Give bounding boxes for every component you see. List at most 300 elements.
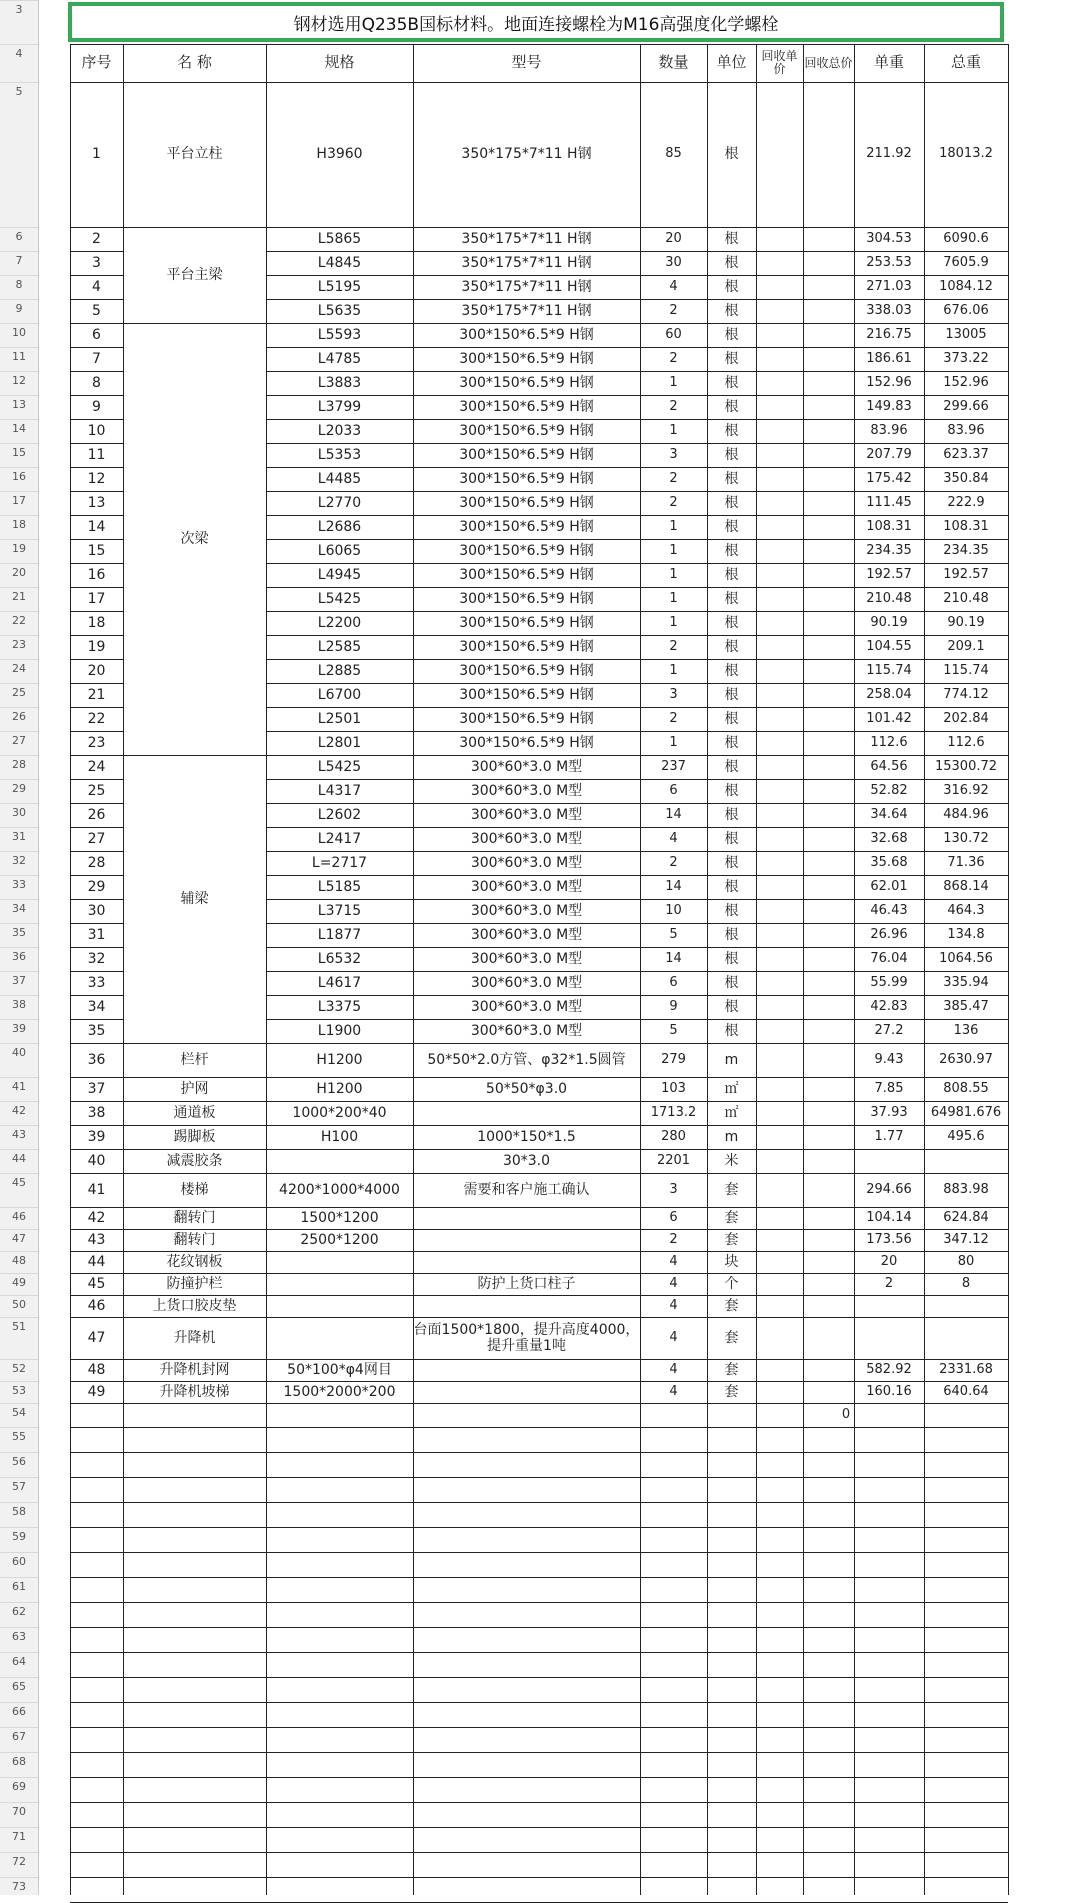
cell-no[interactable]: 2 — [92, 230, 101, 247]
cell-model[interactable]: 300*150*6.5*9 H钢 — [459, 566, 594, 583]
cell-model[interactable]: 350*175*7*11 H钢 — [461, 278, 592, 295]
row-number[interactable]: 54 — [0, 1403, 38, 1427]
cell-model[interactable]: 300*60*3.0 M型 — [470, 830, 583, 847]
cell-qty[interactable]: 2 — [669, 710, 678, 726]
cell-no[interactable]: 12 — [87, 470, 106, 487]
cell-unit-w[interactable]: 104.55 — [866, 638, 912, 654]
cell-unit-w[interactable]: 34.64 — [870, 806, 908, 822]
cell-total-w[interactable]: 115.74 — [943, 662, 989, 678]
cell-qty[interactable]: 2 — [669, 1231, 678, 1247]
row-number[interactable]: 22 — [0, 611, 38, 635]
row-number[interactable]: 57 — [0, 1477, 38, 1502]
cell-model[interactable]: 300*150*6.5*9 H钢 — [459, 398, 594, 415]
cell-unit-w[interactable]: 101.42 — [866, 710, 912, 726]
cell-model[interactable]: 300*150*6.5*9 H钢 — [459, 326, 594, 343]
cell-total-w[interactable]: 18013.2 — [939, 146, 993, 162]
cell-total-w[interactable]: 90.19 — [947, 614, 985, 630]
cell-total-w[interactable]: 108.31 — [943, 518, 989, 534]
cell-qty[interactable]: 2 — [669, 638, 678, 654]
cell-qty[interactable]: 4 — [669, 1383, 678, 1399]
cell-no[interactable]: 31 — [87, 926, 106, 943]
row-number[interactable]: 28 — [0, 755, 38, 779]
row-number[interactable]: 45 — [0, 1173, 38, 1207]
cell-model[interactable]: 300*150*6.5*9 H钢 — [459, 662, 594, 679]
cell-name[interactable]: 翻转门 — [173, 1231, 216, 1248]
row-number[interactable]: 35 — [0, 923, 38, 947]
cell-spec[interactable]: L2686 — [317, 518, 362, 535]
cell-spec[interactable]: L2770 — [317, 494, 362, 511]
cell-unit[interactable]: 根 — [724, 662, 739, 679]
cell-model[interactable]: 300*150*6.5*9 H钢 — [459, 494, 594, 511]
cell-name[interactable]: 栏杆 — [180, 1051, 209, 1068]
cell-unit-w[interactable]: 210.48 — [866, 590, 912, 606]
cell-no[interactable]: 22 — [87, 710, 106, 727]
cell-unit[interactable]: 根 — [724, 470, 739, 487]
cell-total-w[interactable]: 808.55 — [943, 1080, 989, 1096]
cell-unit[interactable]: 根 — [724, 878, 739, 895]
row-number[interactable]: 8 — [0, 275, 38, 299]
row-number[interactable]: 50 — [0, 1295, 38, 1317]
cell-unit[interactable]: 根 — [724, 926, 739, 943]
column-header[interactable]: 规格 — [324, 53, 355, 72]
cell-unit-w[interactable] — [854, 1317, 924, 1359]
cell-unit-w[interactable]: 112.6 — [870, 734, 908, 750]
cell-qty[interactable]: 4 — [669, 278, 678, 294]
cell-no[interactable]: 30 — [87, 902, 106, 919]
row-number[interactable]: 53 — [0, 1381, 38, 1403]
cell-model[interactable]: 防护上货口柱子 — [477, 1275, 576, 1292]
cell-spec[interactable]: L5195 — [317, 278, 362, 295]
cell-model[interactable]: 300*150*6.5*9 H钢 — [459, 374, 594, 391]
cell-spec[interactable]: L2033 — [317, 422, 362, 439]
cell-spec[interactable]: 50*100*φ4网目 — [287, 1361, 392, 1378]
row-number[interactable]: 41 — [0, 1077, 38, 1101]
cell-unit-w[interactable]: 211.92 — [866, 146, 912, 162]
cell-name[interactable]: 楼梯 — [180, 1181, 209, 1198]
row-number[interactable]: 68 — [0, 1752, 38, 1777]
cell-no[interactable]: 41 — [87, 1181, 106, 1198]
cell-qty[interactable]: 1 — [669, 374, 678, 390]
cell-unit[interactable]: 根 — [724, 710, 739, 727]
cell-no[interactable]: 8 — [92, 374, 101, 391]
row-number[interactable]: 49 — [0, 1273, 38, 1295]
cell-unit-w[interactable]: 37.93 — [870, 1104, 908, 1120]
cell-no[interactable]: 11 — [87, 446, 106, 463]
cell-model[interactable]: 台面1500*1800，提升高度4000，提升重量1吨 — [413, 1321, 640, 1354]
cell-unit[interactable]: 根 — [724, 1022, 739, 1039]
row-number[interactable]: 65 — [0, 1677, 38, 1702]
cell-unit-w[interactable]: 582.92 — [866, 1361, 912, 1377]
cell-qty[interactable]: 103 — [661, 1080, 686, 1096]
cell-spec[interactable]: L6532 — [317, 950, 362, 967]
cell-qty[interactable]: 5 — [669, 1022, 678, 1038]
cell-total-w[interactable]: 299.66 — [943, 398, 989, 414]
cell-spec[interactable]: L2200 — [317, 614, 362, 631]
row-number[interactable]: 21 — [0, 587, 38, 611]
cell-total-w[interactable]: 7605.9 — [943, 254, 989, 270]
cell-unit[interactable]: 个 — [724, 1275, 739, 1292]
cell-total-w[interactable]: 774.12 — [943, 686, 989, 702]
cell-total-w[interactable]: 316.92 — [943, 782, 989, 798]
cell-unit-w[interactable]: 271.03 — [866, 278, 912, 294]
cell-spec[interactable]: L2885 — [317, 662, 362, 679]
cell-total-w[interactable]: 222.9 — [947, 494, 985, 510]
cell-total-w[interactable]: 64981.676 — [930, 1104, 1002, 1120]
cell-model[interactable]: 300*150*6.5*9 H钢 — [459, 734, 594, 751]
cell-model[interactable] — [413, 1295, 640, 1317]
cell-unit-w[interactable]: 304.53 — [866, 230, 912, 246]
cell-model[interactable]: 300*60*3.0 M型 — [470, 854, 583, 871]
cell-unit[interactable]: 根 — [724, 902, 739, 919]
cell-qty[interactable]: 14 — [665, 950, 682, 966]
cell-unit-w[interactable]: 234.35 — [866, 542, 912, 558]
cell-spec[interactable]: H1200 — [316, 1051, 363, 1068]
cell-total-w[interactable] — [924, 1317, 1008, 1359]
cell-spec[interactable]: L6065 — [317, 542, 362, 559]
cell-qty[interactable]: 4 — [669, 1329, 678, 1345]
cell-model[interactable]: 300*150*6.5*9 H钢 — [459, 446, 594, 463]
cell-total-w[interactable]: 202.84 — [943, 710, 989, 726]
cell-unit[interactable]: 根 — [724, 542, 739, 559]
cell-name[interactable]: 减震胶条 — [166, 1152, 223, 1169]
cell-spec[interactable]: L2602 — [317, 806, 362, 823]
cell-spec[interactable] — [266, 1317, 413, 1359]
cell-qty[interactable]: 1 — [669, 614, 678, 630]
cell-spec[interactable]: L4317 — [317, 782, 362, 799]
cell-spec[interactable]: L1877 — [317, 926, 362, 943]
cell-no[interactable]: 10 — [87, 422, 106, 439]
row-number[interactable]: 23 — [0, 635, 38, 659]
cell-model[interactable]: 50*50*2.0方管、φ32*1.5圆管 — [427, 1051, 626, 1068]
cell-unit-w[interactable]: 55.99 — [870, 974, 908, 990]
cell-unit-w[interactable]: 62.01 — [870, 878, 908, 894]
cell-name[interactable]: 花纹钢板 — [166, 1253, 223, 1270]
cell-total-w[interactable]: 83.96 — [947, 422, 985, 438]
cell-unit-w[interactable]: 26.96 — [870, 926, 908, 942]
row-number[interactable]: 15 — [0, 443, 38, 467]
cell-unit[interactable]: 根 — [724, 326, 739, 343]
row-number[interactable]: 71 — [0, 1827, 38, 1852]
cell-total-w[interactable]: 71.36 — [947, 854, 985, 870]
cell-unit-w[interactable]: 35.68 — [870, 854, 908, 870]
cell-no[interactable]: 26 — [87, 806, 106, 823]
cell-total-w[interactable]: 495.6 — [947, 1128, 985, 1144]
cell-total-w[interactable]: 623.37 — [943, 446, 989, 462]
cell-name[interactable]: 踢脚板 — [173, 1128, 216, 1145]
cell-no[interactable]: 18 — [87, 614, 106, 631]
cell-unit-w[interactable]: 216.75 — [866, 326, 912, 342]
cell-spec[interactable]: L1900 — [317, 1022, 362, 1039]
cell-no[interactable]: 4 — [92, 278, 101, 295]
cell-name[interactable]: 升降机封网 — [159, 1361, 230, 1378]
cell-no[interactable]: 16 — [87, 566, 106, 583]
cell-total-w[interactable]: 1084.12 — [939, 278, 993, 294]
cell-name[interactable]: 升降机 — [173, 1329, 216, 1346]
column-header[interactable]: 回收总价 — [804, 55, 853, 70]
cell-total-w[interactable]: 210.48 — [943, 590, 989, 606]
cell-unit[interactable]: 根 — [724, 638, 739, 655]
cell-model[interactable]: 300*60*3.0 M型 — [470, 1022, 583, 1039]
cell-total-w[interactable]: 350.84 — [943, 470, 989, 486]
cell-unit[interactable]: 根 — [724, 254, 739, 271]
cell-total-w[interactable]: 136 — [953, 1022, 979, 1038]
cell-unit[interactable]: 根 — [724, 146, 739, 163]
cell-total-w[interactable]: 8 — [961, 1275, 971, 1291]
row-number[interactable]: 66 — [0, 1702, 38, 1727]
cell-total-w[interactable]: 134.8 — [947, 926, 985, 942]
cell-no[interactable]: 37 — [87, 1080, 106, 1097]
cell-unit[interactable]: 根 — [724, 590, 739, 607]
cell-unit[interactable]: 根 — [724, 806, 739, 823]
cell-no[interactable]: 34 — [87, 998, 106, 1015]
row-number[interactable]: 72 — [0, 1852, 38, 1877]
cell-model[interactable]: 300*60*3.0 M型 — [470, 758, 583, 775]
row-number[interactable]: 48 — [0, 1251, 38, 1273]
cell-unit[interactable]: 根 — [724, 446, 739, 463]
row-number[interactable]: 17 — [0, 491, 38, 515]
cell-qty[interactable]: 14 — [665, 806, 682, 822]
cell-spec[interactable]: 1500*2000*200 — [283, 1383, 396, 1400]
cell-unit[interactable]: m — [724, 1051, 739, 1068]
cell-total-w[interactable]: 2331.68 — [939, 1361, 993, 1377]
cell-no[interactable]: 15 — [87, 542, 106, 559]
group-name-cell[interactable]: 平台立柱 — [166, 146, 223, 163]
cell-unit[interactable]: 根 — [724, 686, 739, 703]
cell-spec[interactable] — [266, 1273, 413, 1295]
group-name-cell[interactable]: 次梁 — [180, 530, 209, 547]
cell-unit[interactable]: 根 — [724, 782, 739, 799]
cell-unit[interactable]: 套 — [724, 1361, 739, 1378]
row-number[interactable]: 59 — [0, 1527, 38, 1552]
cell-no[interactable]: 21 — [87, 686, 106, 703]
cell-total-w[interactable]: 80 — [957, 1253, 975, 1269]
cell-name[interactable]: 护网 — [180, 1080, 209, 1097]
cell-total-w[interactable]: 1064.56 — [939, 950, 993, 966]
cell-unit[interactable]: 米 — [724, 1152, 739, 1169]
cell-spec[interactable]: L3715 — [317, 902, 362, 919]
cell-total-w[interactable]: 13005 — [945, 326, 987, 342]
cell-total-w[interactable]: 15300.72 — [934, 758, 998, 774]
cell-unit-w[interactable]: 258.04 — [866, 686, 912, 702]
cell-total-w[interactable]: 6090.6 — [943, 230, 989, 246]
cell-qty[interactable]: 3 — [669, 446, 678, 462]
cell-unit-w[interactable]: 338.03 — [866, 302, 912, 318]
cell-no[interactable]: 47 — [87, 1329, 106, 1346]
row-number[interactable]: 38 — [0, 995, 38, 1019]
cell-qty[interactable]: 1 — [669, 422, 678, 438]
row-number[interactable]: 5 — [0, 82, 38, 227]
cell-qty[interactable]: 2 — [669, 494, 678, 510]
cell-spec[interactable]: L5593 — [317, 326, 362, 343]
cell-model[interactable]: 300*60*3.0 M型 — [470, 782, 583, 799]
cell-qty[interactable]: 4 — [669, 1297, 678, 1313]
cell-unit[interactable]: 根 — [724, 422, 739, 439]
cell-unit[interactable]: 套 — [724, 1209, 739, 1226]
cell-spec[interactable]: L5635 — [317, 302, 362, 319]
cell-qty[interactable]: 1713.2 — [650, 1104, 697, 1120]
column-header[interactable]: 总重 — [950, 53, 981, 72]
cell-unit[interactable]: 套 — [724, 1383, 739, 1400]
cell-qty[interactable]: 4 — [669, 1361, 678, 1377]
cell-total-w[interactable]: 883.98 — [943, 1181, 989, 1197]
cell-unit-w[interactable]: 64.56 — [870, 758, 908, 774]
cell-unit[interactable]: 根 — [724, 302, 739, 319]
cell-unit[interactable]: 根 — [724, 518, 739, 535]
cell-no[interactable]: 36 — [87, 1051, 106, 1068]
cell-unit-w[interactable]: 108.31 — [866, 518, 912, 534]
row-number[interactable]: 42 — [0, 1101, 38, 1125]
cell-model[interactable] — [413, 1251, 640, 1273]
cell-total-w[interactable]: 624.84 — [943, 1209, 989, 1225]
cell-unit[interactable]: 根 — [724, 734, 739, 751]
row-number[interactable]: 47 — [0, 1229, 38, 1251]
row-number[interactable]: 14 — [0, 419, 38, 443]
row-number[interactable]: 25 — [0, 683, 38, 707]
cell-qty[interactable]: 1 — [669, 590, 678, 606]
cell-qty[interactable]: 280 — [661, 1128, 686, 1144]
cell-no[interactable]: 25 — [87, 782, 106, 799]
row-number[interactable]: 11 — [0, 347, 38, 371]
cell-no[interactable]: 7 — [92, 350, 101, 367]
cell-model[interactable]: 350*175*7*11 H钢 — [461, 302, 592, 319]
cell-spec[interactable]: L=2717 — [311, 854, 368, 871]
cell-unit-w[interactable]: 27.2 — [874, 1022, 904, 1038]
cell-spec[interactable]: L6700 — [317, 686, 362, 703]
cell-spec[interactable]: H1200 — [316, 1080, 363, 1097]
cell-unit-w[interactable]: 175.42 — [866, 470, 912, 486]
cell-unit-w[interactable]: 111.45 — [866, 494, 912, 510]
column-header[interactable]: 回收单价 — [761, 49, 798, 76]
row-number[interactable]: 32 — [0, 851, 38, 875]
cell-no[interactable]: 28 — [87, 854, 106, 871]
cell-no[interactable]: 42 — [87, 1209, 106, 1226]
row-number[interactable]: 69 — [0, 1777, 38, 1802]
row-number[interactable]: 39 — [0, 1019, 38, 1043]
cell-model[interactable]: 300*150*6.5*9 H钢 — [459, 638, 594, 655]
cell-model[interactable]: 300*60*3.0 M型 — [470, 950, 583, 967]
cell-name[interactable]: 上货口胶皮垫 — [152, 1297, 237, 1314]
cell-total-w[interactable] — [924, 1149, 1008, 1173]
row-number[interactable]: 73 — [0, 1877, 38, 1902]
cell-spec[interactable]: L2417 — [317, 830, 362, 847]
cell-no[interactable]: 14 — [87, 518, 106, 535]
cell-qty[interactable]: 1 — [669, 734, 678, 750]
cell-qty[interactable]: 4 — [669, 830, 678, 846]
row-number[interactable]: 31 — [0, 827, 38, 851]
row-number[interactable]: 10 — [0, 323, 38, 347]
cell-no[interactable]: 19 — [87, 638, 106, 655]
cell-no[interactable]: 23 — [87, 734, 106, 751]
cell-model[interactable]: 300*150*6.5*9 H钢 — [459, 542, 594, 559]
row-number[interactable]: 60 — [0, 1552, 38, 1577]
cell-total-w[interactable]: 152.96 — [943, 374, 989, 390]
cell-unit-w[interactable]: 173.56 — [866, 1231, 912, 1247]
cell-total-w[interactable]: 112.6 — [947, 734, 985, 750]
cell-qty[interactable]: 30 — [665, 254, 682, 270]
row-number[interactable]: 36 — [0, 947, 38, 971]
cell-unit-w[interactable]: 192.57 — [866, 566, 912, 582]
cell-spec[interactable]: L2585 — [317, 638, 362, 655]
cell-spec[interactable]: L5425 — [317, 590, 362, 607]
cell-model[interactable] — [413, 1359, 640, 1381]
cell-model[interactable]: 350*175*7*11 H钢 — [461, 146, 592, 163]
cell-no[interactable]: 5 — [92, 302, 101, 319]
cell-unit[interactable]: ㎡ — [724, 1104, 739, 1121]
row-number[interactable]: 67 — [0, 1727, 38, 1752]
cell-no[interactable]: 6 — [92, 326, 101, 343]
cell-no[interactable]: 48 — [87, 1361, 106, 1378]
cell-no[interactable]: 24 — [87, 758, 106, 775]
cell-no[interactable]: 9 — [92, 398, 101, 415]
column-header[interactable]: 型号 — [511, 53, 542, 72]
cell-unit-w[interactable]: 83.96 — [870, 422, 908, 438]
cell-total-w[interactable]: 676.06 — [943, 302, 989, 318]
cell-spec[interactable]: L5185 — [317, 878, 362, 895]
row-number[interactable]: 62 — [0, 1602, 38, 1627]
cell-spec[interactable]: L2801 — [317, 734, 362, 751]
cell-no[interactable]: 49 — [87, 1383, 106, 1400]
cell-model[interactable]: 30*3.0 — [502, 1152, 551, 1169]
row-number[interactable]: 70 — [0, 1802, 38, 1827]
cell-qty[interactable]: 6 — [669, 782, 678, 798]
cell-unit[interactable]: 根 — [724, 830, 739, 847]
group-name-cell[interactable]: 辅梁 — [180, 890, 209, 907]
row-number[interactable]: 64 — [0, 1652, 38, 1677]
cell-unit-w[interactable]: 207.79 — [866, 446, 912, 462]
cell-qty[interactable]: 2 — [669, 470, 678, 486]
cell-unit-w[interactable]: 46.43 — [870, 902, 908, 918]
cell-model[interactable] — [413, 1381, 640, 1403]
cell-qty[interactable]: 3 — [669, 686, 678, 702]
cell-name[interactable]: 升降机坡梯 — [159, 1383, 230, 1400]
cell-model[interactable]: 350*175*7*11 H钢 — [461, 230, 592, 247]
row-number[interactable]: 46 — [0, 1207, 38, 1229]
cell-model[interactable]: 需要和客户施工确认 — [463, 1181, 590, 1198]
cell-spec[interactable]: L5425 — [317, 758, 362, 775]
cell-unit-w[interactable]: 20 — [880, 1253, 898, 1269]
cell-qty[interactable]: 60 — [665, 326, 682, 342]
cell-total-w[interactable]: 2630.97 — [939, 1051, 993, 1067]
cell-no[interactable]: 43 — [87, 1231, 106, 1248]
cell-unit[interactable]: m — [724, 1128, 739, 1145]
row-number[interactable]: 56 — [0, 1452, 38, 1477]
cell-model[interactable]: 300*60*3.0 M型 — [470, 998, 583, 1015]
cell-unit-w[interactable]: 7.85 — [874, 1080, 904, 1096]
cell-qty[interactable]: 14 — [665, 878, 682, 894]
cell-no[interactable]: 32 — [87, 950, 106, 967]
cell-name[interactable]: 通道板 — [173, 1104, 216, 1121]
cell-model[interactable]: 300*150*6.5*9 H钢 — [459, 350, 594, 367]
row-number[interactable]: 44 — [0, 1149, 38, 1173]
row-number[interactable]: 12 — [0, 371, 38, 395]
group-name-cell[interactable]: 平台主梁 — [166, 266, 223, 283]
cell-unit[interactable]: 根 — [724, 230, 739, 247]
cell-model[interactable]: 300*150*6.5*9 H钢 — [459, 470, 594, 487]
cell-qty[interactable]: 10 — [665, 902, 682, 918]
row-number[interactable]: 52 — [0, 1359, 38, 1381]
cell-qty[interactable]: 1 — [669, 566, 678, 582]
cell-total-w[interactable]: 234.35 — [943, 542, 989, 558]
cell-qty[interactable]: 4 — [669, 1253, 678, 1269]
cell-unit-w[interactable]: 186.61 — [866, 350, 912, 366]
row-number[interactable]: 55 — [0, 1427, 38, 1452]
cell-unit[interactable]: 根 — [724, 854, 739, 871]
row-number[interactable]: 29 — [0, 779, 38, 803]
cell-qty[interactable]: 1 — [669, 518, 678, 534]
cell-unit[interactable]: 根 — [724, 974, 739, 991]
cell-qty[interactable]: 4 — [669, 1275, 678, 1291]
cell-unit-w[interactable]: 42.83 — [870, 998, 908, 1014]
